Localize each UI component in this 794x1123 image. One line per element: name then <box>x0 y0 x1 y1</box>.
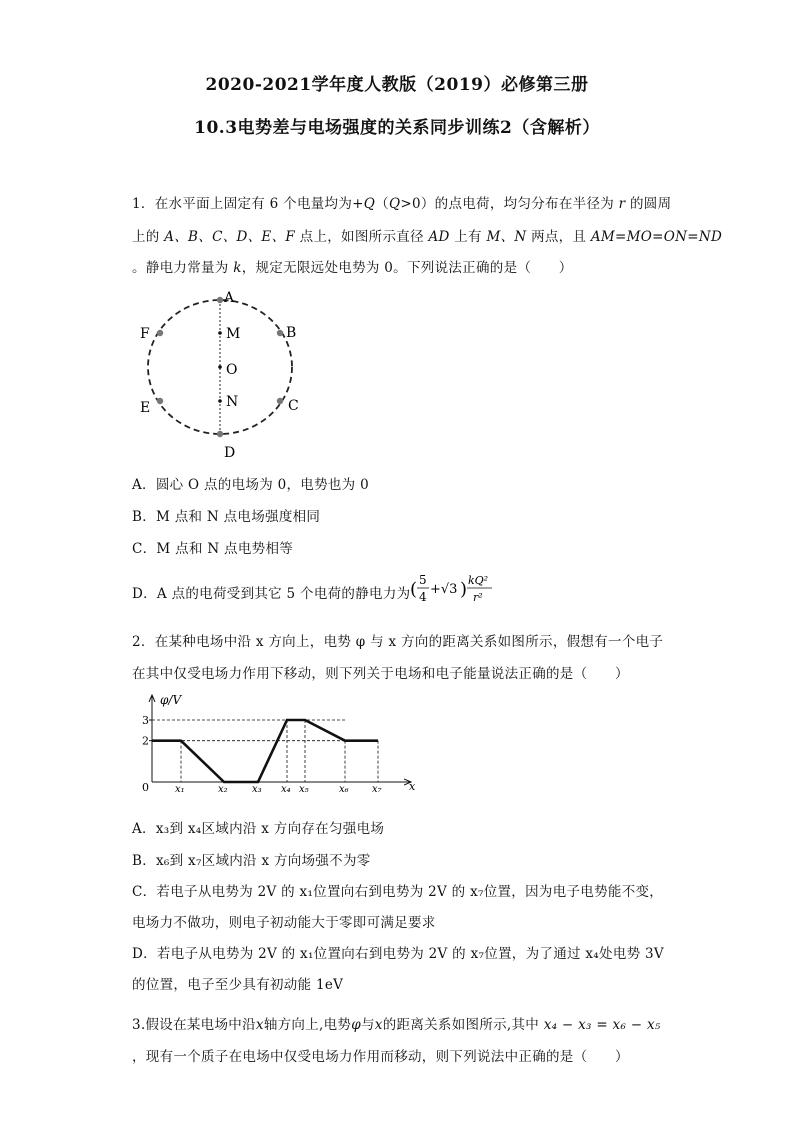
q1-circle-figure <box>130 285 310 460</box>
x-tick-label-3: x₃ <box>252 784 262 795</box>
charge-B <box>277 330 283 336</box>
y-tick-label-2: 2 <box>142 734 149 748</box>
x-tick-label-6: x₆ <box>339 784 349 795</box>
q3-line2: ，现有一个质子在电场中仅受电场力作用而移动，则下列说法中正确的是（ ） <box>132 1049 629 1065</box>
y-tick-label-3: 3 <box>142 714 149 727</box>
charge-A <box>217 297 223 303</box>
y-axis-label: φ/V <box>160 693 182 707</box>
label-M: M <box>226 326 241 342</box>
x-tick-label-2: x₂ <box>218 784 228 795</box>
q1-option-d-formula <box>410 570 500 610</box>
q1-line1: 1．在水平面上固定有 6 个电量均为+Q（Q>0）的点电荷，均匀分布在半径为 r 的圆周 <box>132 196 672 212</box>
q1-option-c: C．M 点和 N 点电势相等 <box>132 541 294 557</box>
x-tick-label-1: x₁ <box>175 784 185 795</box>
page-title: 2020-2021学年度人教版（2019）必修第三册 <box>205 75 589 95</box>
q2-option-c-line2: 电场力不做功，则电子初动能大于零即可满足要求 <box>132 915 436 931</box>
origin-label: 0 <box>142 781 149 794</box>
q2-option-d-line2: 的位置，电子至少具有初动能 1eV <box>132 977 344 993</box>
q1-option-b: B．M 点和 N 点电场强度相同 <box>132 509 321 525</box>
label-F: F <box>140 326 150 342</box>
q1-line2: 上的 A、B、C、D、E、F 点上，如图所示直径 AD 上有 M、N 两点，且 AM=MO=ON=ND <box>132 229 723 245</box>
label-C: C <box>288 398 299 414</box>
label-N: N <box>226 394 239 410</box>
q2-option-c-line1: C．若电子从电势为 2V 的 x₁位置向右到电势为 2V 的 x₇位置，因为电子电势能不变， <box>132 884 664 900</box>
label-E: E <box>140 400 151 416</box>
formula-kq2: kQ² <box>468 574 489 587</box>
x-tick-label-7: x₇ <box>372 784 382 795</box>
q2-option-b: B．x₆到 x₇区域内沿 x 方向场强不为零 <box>132 853 371 869</box>
formula-frac-den: 4 <box>419 590 427 604</box>
label-A: A <box>224 290 235 306</box>
formula-sqrt3: +√3 <box>430 582 458 597</box>
q1-line3: 。静电力常量为 k，规定无限远处电势为 0。下列说法正确的是（ ） <box>132 260 573 276</box>
q2-option-d-line1: D．若电子从电势为 2V 的 x₁位置向右到电势为 2V 的 x₇位置，为了通过 x₄处电势 3V <box>132 946 664 962</box>
point-M <box>218 331 222 335</box>
q1-option-d: D．A 点的电荷受到其它 5 个电荷的静电力为 <box>132 586 411 602</box>
formula-r2: r² <box>473 591 483 604</box>
label-D: D <box>224 445 236 460</box>
label-B: B <box>286 325 297 341</box>
charge-D <box>217 431 223 437</box>
q2-line2: 在其中仅受电场力作用下移动，则下列关于电场和电子能量说法正确的是（ ） <box>132 666 629 682</box>
label-O: O <box>226 362 238 378</box>
x-tick-label-4: x₄ <box>281 784 291 795</box>
q1-option-a: A．圆心 O 点的电场为 0，电势也为 0 <box>132 477 369 493</box>
q2-option-a: A．x₃到 x₄区域内沿 x 方向存在匀强电场 <box>132 821 385 837</box>
svg-text:(: ( <box>410 579 418 600</box>
formula-frac-num: 5 <box>419 573 427 587</box>
charge-C <box>277 398 283 404</box>
page-subtitle: 10.3电势差与电场强度的关系同步训练2（含解析） <box>194 118 600 138</box>
point-N <box>218 399 222 403</box>
x-tick-label-5: x₅ <box>299 784 309 795</box>
q2-potential-chart <box>138 690 423 798</box>
charge-F <box>157 330 163 336</box>
x-axis-label: x <box>409 780 416 793</box>
point-O <box>218 365 222 369</box>
svg-text:): ) <box>460 579 468 600</box>
potential-series-line <box>152 720 378 782</box>
charge-E <box>157 398 163 404</box>
q2-line1: 2．在某种电场中沿 x 方向上，电势 φ 与 x 方向的距离关系如图所示，假想有一个电子 <box>132 634 664 650</box>
q3-line1: 3.假设在某电场中沿x轴方向上,电势φ与x的距离关系如图所示,其中 x₄ − x₃ = x₆ − x₅ <box>132 1017 661 1033</box>
